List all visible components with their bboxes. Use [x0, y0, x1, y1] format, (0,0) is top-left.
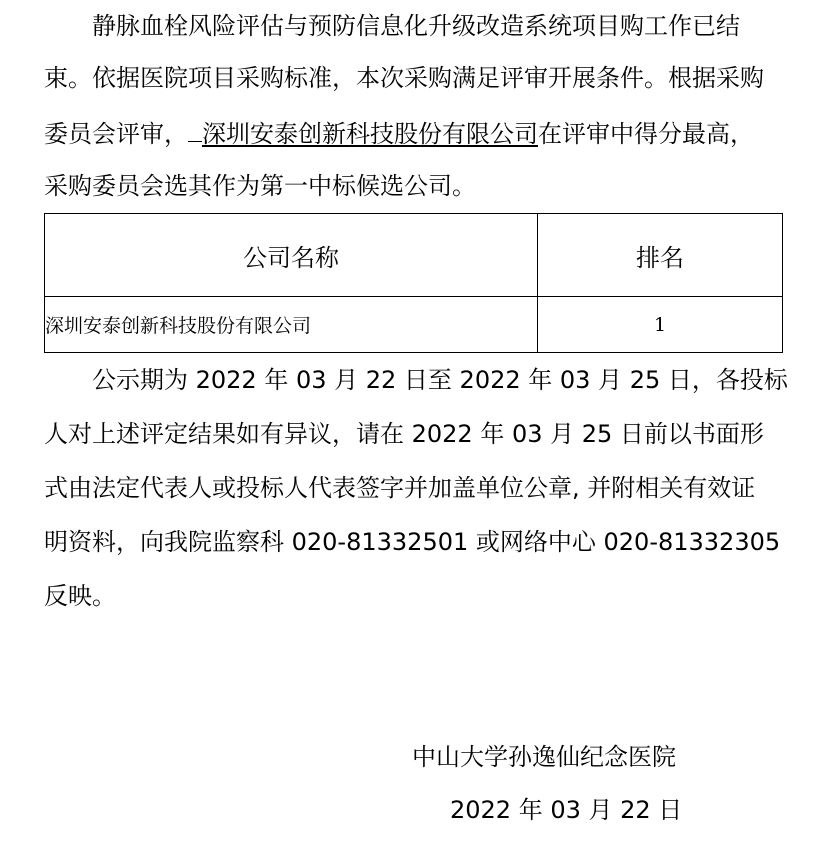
- intro-line-3-suffix: 在评审中得分最高，: [538, 120, 754, 148]
- header-rank: 排名: [538, 214, 783, 297]
- intro-line-2: 束。依据医院项目采购标准，本次采购满足评审开展条件。根据采购: [44, 64, 764, 92]
- header-company-name: 公司名称: [45, 214, 538, 297]
- underline-lead: [188, 140, 202, 142]
- notice-line-2: 人对上述评定结果如有异议，请在 2022 年 03 月 25 日前以书面形: [44, 420, 764, 448]
- signature-organization: 中山大学孙逸仙纪念医院: [412, 743, 676, 771]
- notice-line-5: 反映。: [44, 582, 116, 610]
- table-row: [45, 297, 783, 353]
- notice-line-1: 公示期为 2022 年 03 月 22 日至 2022 年 03 月 25 日，各投标: [92, 366, 788, 394]
- cell-company-name: 深圳安泰创新科技股份有限公司: [45, 297, 538, 353]
- signature-date: 2022 年 03 月 22 日: [450, 796, 683, 824]
- winning-company-name: 深圳安泰创新科技股份有限公司: [202, 120, 538, 148]
- intro-line-1: 静脉血栓风险评估与预防信息化升级改造系统项目购工作已结: [92, 12, 740, 40]
- intro-line-3: [44, 118, 754, 150]
- notice-line-4: 明资料，向我院监察科 020-81332501 或网络中心 020-81332305: [44, 528, 781, 556]
- intro-line-3-prefix: 委员会评审，: [44, 120, 188, 148]
- table-header-row: [45, 214, 783, 297]
- cell-rank: 1: [538, 297, 783, 353]
- result-table: [44, 213, 783, 353]
- notice-line-3: 式由法定代表人或投标人代表签字并加盖单位公章, 并附相关有效证: [44, 474, 756, 502]
- intro-line-4: 采购委员会选其作为第一中标候选公司。: [44, 172, 476, 200]
